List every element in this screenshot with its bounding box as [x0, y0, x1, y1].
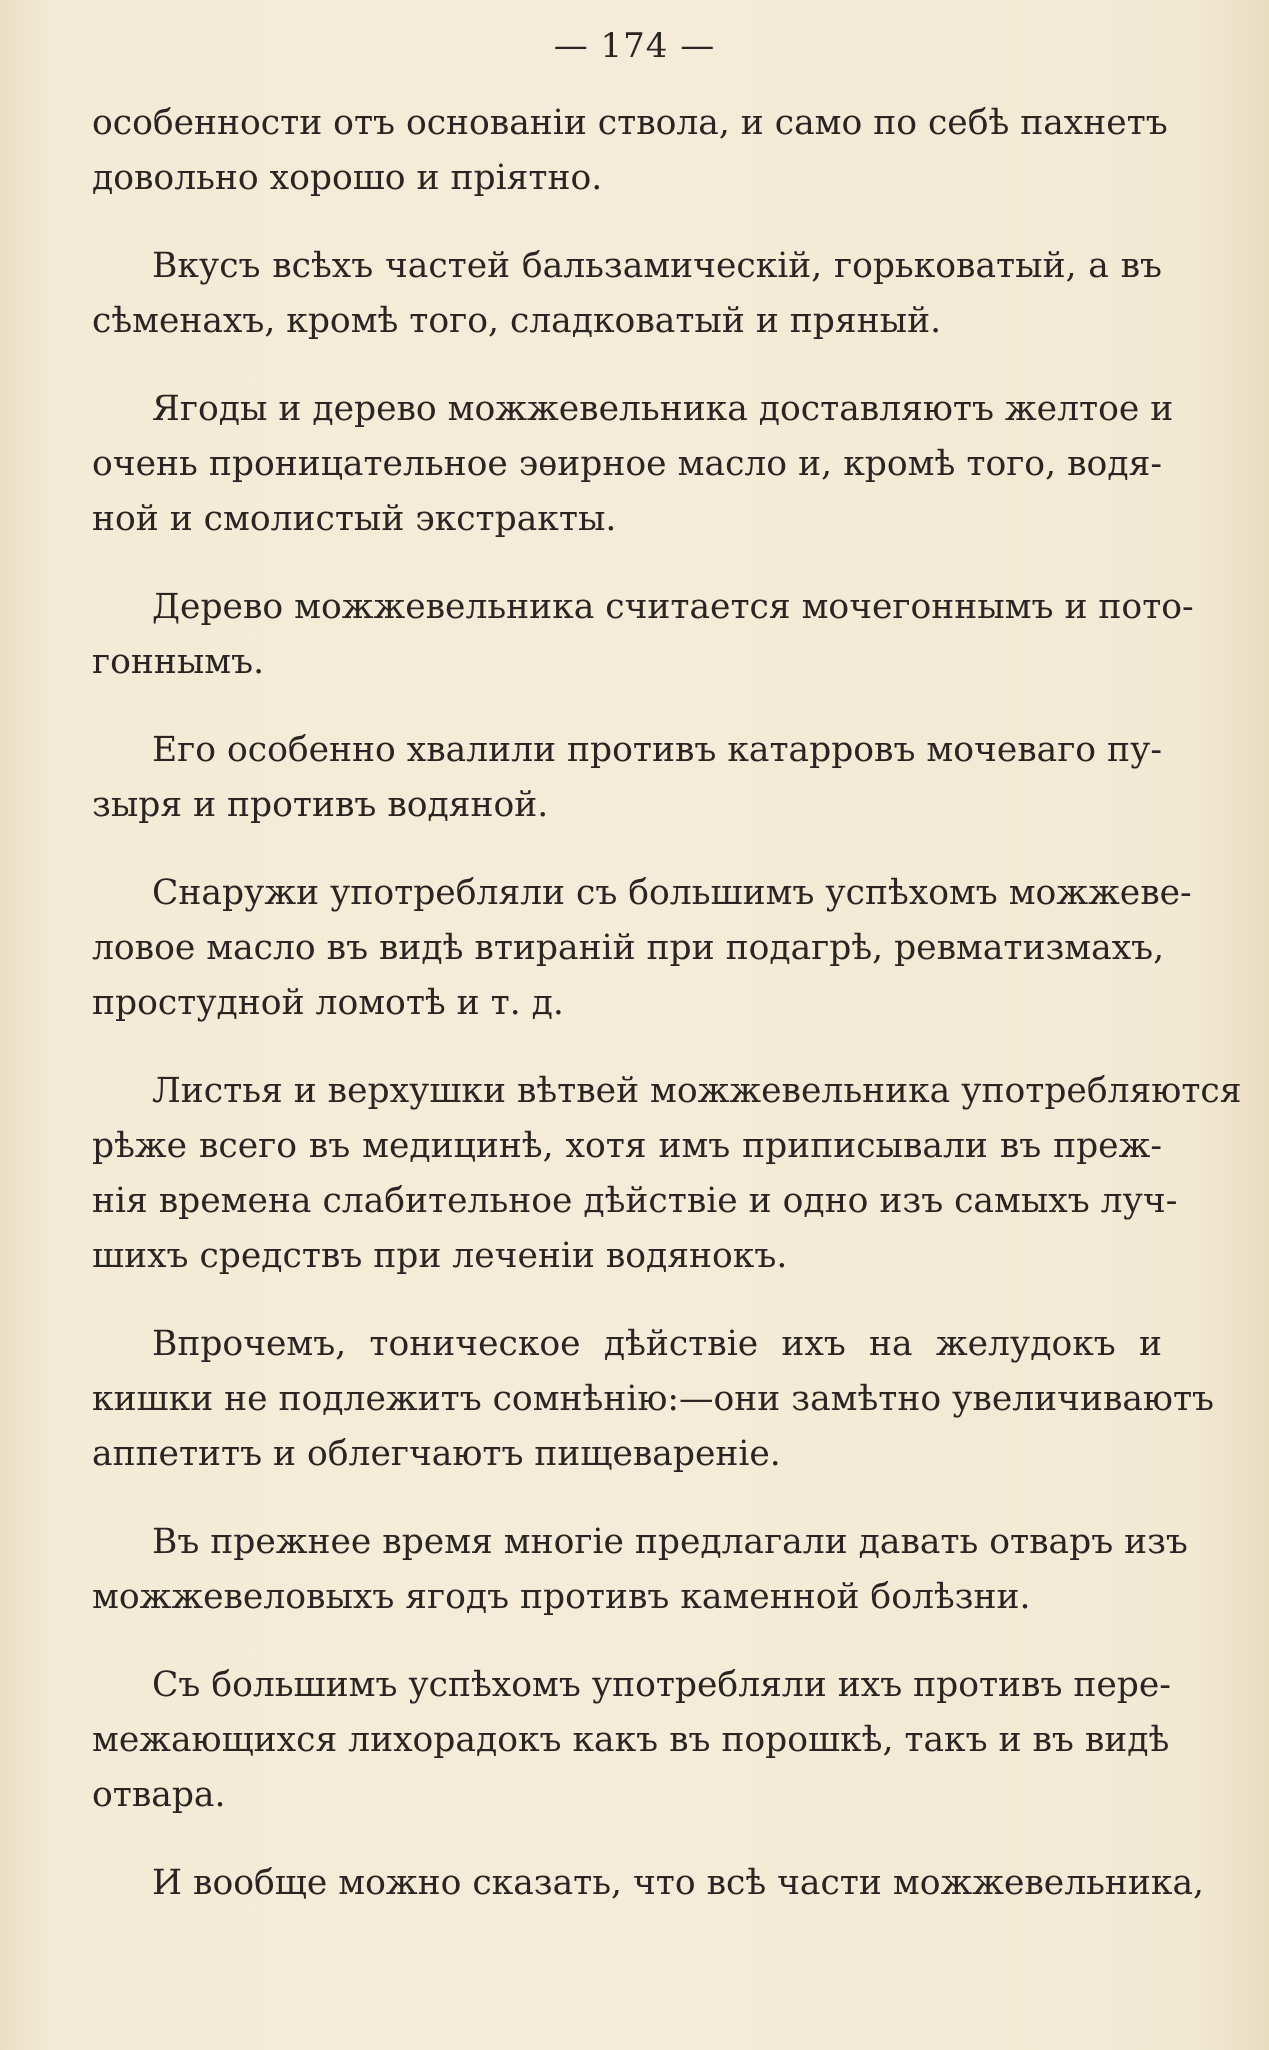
text-line: зыря и противъ водяной. [92, 785, 549, 825]
text-line: Ягоды и дерево можжевельника доставляютъ желтое и [152, 389, 1174, 429]
text-line: довольно хорошо и прiятно. [92, 158, 603, 198]
text-line: очень проницательное эѳирное масло и, кромѣ того, водя- [92, 444, 1162, 484]
paragraph [92, 382, 1174, 547]
text-line: сѣменахъ, кромѣ того, сладковатый и пряный. [92, 301, 942, 341]
text-line: Дерево можжевельника считается мочегоннымъ и пото- [152, 587, 1194, 627]
paragraph [92, 580, 1194, 690]
text-line: Снаружи употребляли съ большимъ успѣхомъ можжеве- [152, 873, 1192, 913]
paragraph [92, 1317, 1215, 1482]
text-line: нiя времена слабительное дѣйствiе и одно изъ самыхъ луч- [92, 1181, 1178, 1221]
text-line: гоннымъ. [92, 642, 265, 682]
paragraph [92, 723, 1162, 833]
text-line: отвара. [92, 1775, 226, 1815]
text-line: Листья и верхушки вѣтвей можжевельника употребляются [152, 1071, 1242, 1111]
text-line: ловое масло въ видѣ втиранiй при подагрѣ, ревматизмахъ, [92, 928, 1165, 968]
text-line: Въ прежнее время многiе предлагали давать отваръ изъ [152, 1522, 1188, 1562]
text-line: Вкусъ всѣхъ частей бальзамическiй, горьковатый, а въ [152, 246, 1162, 286]
text-line: простудной ломотѣ и т. д. [92, 983, 564, 1023]
paragraph [92, 1064, 1242, 1284]
paragraph [92, 239, 1162, 349]
paragraph [92, 866, 1192, 1031]
paragraph [92, 1856, 1204, 1911]
text-line: Его особенно хвалили противъ катарровъ мочеваго пу- [152, 730, 1162, 770]
text-line: Съ большимъ успѣхомъ употребляли ихъ противъ пере- [152, 1665, 1171, 1705]
text-line: аппетитъ и облегчаютъ пищеваренiе. [92, 1434, 781, 1474]
paragraph [92, 1658, 1171, 1823]
text-line: И вообще можно сказать, что всѣ части можжевельника, [152, 1863, 1204, 1903]
text-line: можжевеловыхъ ягодъ противъ каменной болѣзни. [92, 1577, 1031, 1617]
text-line: ной и смолистый экстракты. [92, 499, 617, 539]
text-line: шихъ средствъ при леченiи водянокъ. [92, 1236, 788, 1276]
paragraph [92, 1515, 1188, 1625]
paragraph [92, 96, 1168, 206]
page-body [92, 96, 1242, 1944]
text-line: рѣже всего въ медицинѣ, хотя имъ приписывали въ преж- [92, 1126, 1162, 1166]
text-line: кишки не подлежитъ сомнѣнiю:—они замѣтно увеличиваютъ [92, 1379, 1215, 1419]
text-line: межающихся лихорадокъ какъ въ порошкѣ, такъ и въ видѣ [92, 1720, 1170, 1760]
text-line: особенности отъ основанiи ствола, и само по себѣ пахнетъ [92, 103, 1168, 143]
text-line: Впрочемъ, тоническое дѣйствiе ихъ на желудокъ и [152, 1324, 1162, 1364]
page-number: — 174 — [553, 26, 716, 66]
